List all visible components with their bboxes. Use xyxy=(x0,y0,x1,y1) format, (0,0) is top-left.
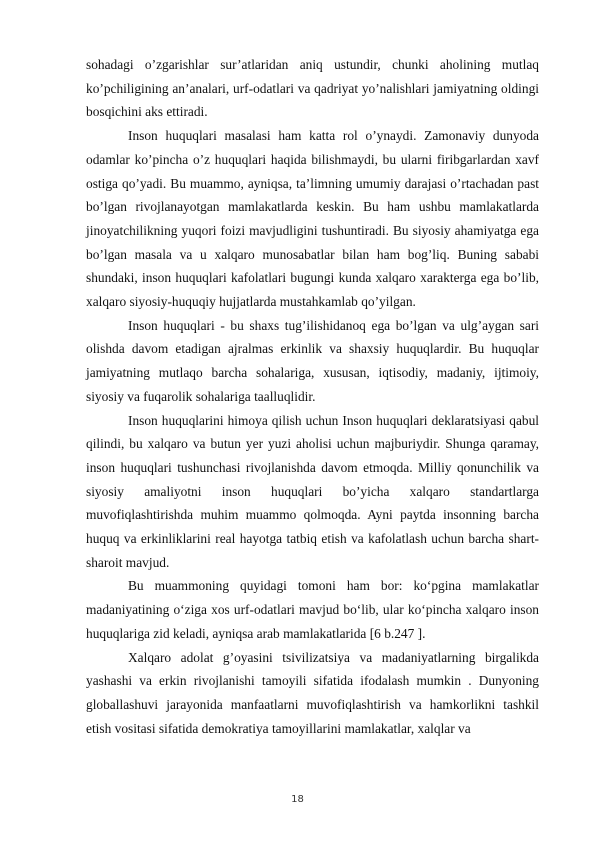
page-number: 18 xyxy=(291,794,304,805)
document-body xyxy=(86,53,539,740)
paragraph-human-rights-definition: Inson huquqlari - bu shaxs tug’ilishidanoq ega bo’lgan va ulg’aygan sari olishda davom etadigan ajralmas erkinlik va shaxsiy huquqlardir. Bu huquqlar jamiyatning mutlaqo barcha sohalariga, xususan, iqtisodiy, madaniy, ijtimoiy, siyosiy va fuqarolik sohalariga taalluqlidir. xyxy=(86,317,539,404)
paragraph-continuation: sohadagi o’zgarishlar sur’atlaridan aniq ustundir, chunki aholining mutlaq ko’pchiligining an’analari, urf-odatlari va qadriyat yo’nalishlari jamiyatning oldingi bosqichini aks ettiradi. xyxy=(86,57,539,120)
paragraph-human-rights-issue: Inson huquqlari masalasi ham katta rol o’ynaydi. Zamonaviy dunyoda odamlar ko’pincha o’z huquqlari haqida bilishmaydi, bu ularni firibgarlardan xavf ostiga qo’yadi. Bu muammo, ayniqsa, ta’limning umumiy darajasi o’rtachadan past bo’lgan rivojlanayotgan mamlakatlarda keskin. Bu ham ushbu mamlakatlarda jinoyatchilikning yuqori foizi mavjudligini tushuntiradi. Bu siyosiy ahamiyatga ega bo’lgan masala va u xalqaro munosabatlar bilan ham bog’liq. Buning sababi shundaki, inson huquqlari kafolatlari bugungi kunda xalqaro xarakterga ega bo’lib, xalqaro siyosiy-huquqiy hujjatlarda mustahkamlab qo’yilgan. xyxy=(86,128,539,310)
paragraph-declaration: Inson huquqlarini himoya qilish uchun Inson huquqlari deklaratsiyasi qabul qilindi, bu xalqaro va butun yer yuzi aholisi uchun majburiydir. Shunga qaramay, inson huquqlari tushunchasi rivojlanishda davom etmoqda. Milliy qonunchilik va siyosiy amaliyotni inson huquqlari bo’yicha xalqaro standartlarga muvofiqlashtirishda muhim muammo qolmoqda. Ayni paytda insonning barcha huquq va erkinliklarini real hayotga tatbiq etish va kafolatlash uchun barcha shart-sharoit mavjud. xyxy=(86,412,539,570)
paragraph-cultural-traditions: Bu muammoning quyidagi tomoni ham bor: ko‘pgina mamlakatlar madaniyatining o‘ziga xos urf-odatlari mavjud bo‘lib, ular ko‘pincha xalqaro inson huquqlariga zid keladi, ayniqsa arab mamlakatlarida [6 b.247 ]. xyxy=(86,578,539,641)
paragraph-international-justice: Xalqaro adolat g’oyasini tsivilizatsiya va madaniyatlarning birgalikda yashashi va erkin rivojlanishi tamoyili sifatida ifodalash mumkin . Dunyoning globallashuvi jarayonida manfaatlarni muvofiqlashtirish va hamkorlikni tashkil etish vositasi sifatida demokratiya tamoyillarini mamlakatlar, xalqlar va xyxy=(86,649,539,736)
